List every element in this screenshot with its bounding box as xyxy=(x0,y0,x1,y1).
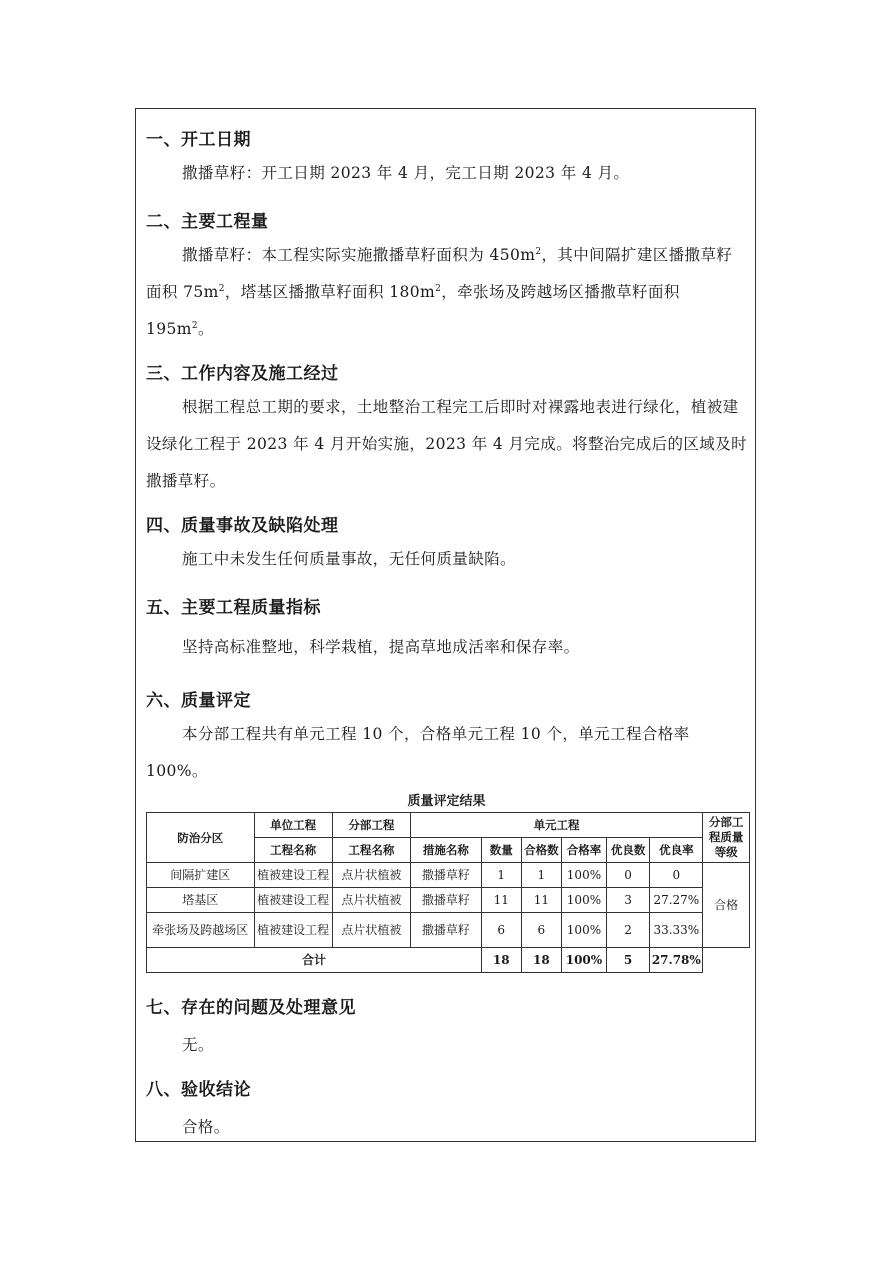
cell-pass-rate: 100% xyxy=(562,913,607,948)
cell-count: 11 xyxy=(481,888,521,913)
table-row xyxy=(147,863,750,888)
cell-unit: 植被建设工程 xyxy=(254,913,332,948)
section-heading-2: 二、主要工程量 xyxy=(146,212,269,232)
cell-sub: 点片状植被 xyxy=(332,863,410,888)
document-frame xyxy=(135,108,756,1142)
cell-sub: 点片状植被 xyxy=(332,888,410,913)
header-project-name: 工程名称 xyxy=(254,838,332,863)
section-body-2: 撒播草籽：本工程实际实施撒播草籽面积为 $450m^2$，其中间隔扩建区播撒草籽面积 $75m^2$，塔基区播撒草籽面积 $180m^2$，牵张场及跨越场区播撒草籽面积 $195m^2$。 xyxy=(146,246,733,338)
section-heading-4: 四、质量事故及缺陷处理 xyxy=(146,516,339,536)
header-element-project: 单元工程 xyxy=(410,813,702,838)
section-body-3: 根据工程总工期的要求，土地整治工程完工后即时对裸露地表进行绿化，植被建设绿化工程于 2023 年 4 月开始实施，2023 年 4 月完成。将整治完成后的区域及时撒播草籽。 xyxy=(146,398,748,490)
cell-measure: 撒播草籽 xyxy=(410,888,481,913)
cell-unit: 植被建设工程 xyxy=(254,888,332,913)
header-project-name-2: 工程名称 xyxy=(332,838,410,863)
section-body-8: 合格。 xyxy=(182,1118,230,1136)
table-caption: 质量评定结果 xyxy=(407,794,486,809)
cell-zone: 牵张场及跨越场区 xyxy=(147,913,255,948)
total-pass-rate: 100% xyxy=(562,948,607,973)
cell-count: 6 xyxy=(481,913,521,948)
section-body-1: 撒播草籽：开工日期 2023 年 4 月，完工日期 2023 年 4 月。 xyxy=(182,164,630,182)
cell-pass: 11 xyxy=(521,888,562,913)
header-pass-count: 合格数 xyxy=(521,838,562,863)
cell-unit: 植被建设工程 xyxy=(254,863,332,888)
section-heading-3: 三、工作内容及施工经过 xyxy=(146,364,339,384)
header-sub-project: 分部工程 xyxy=(332,813,410,838)
cell-grade: 合格 xyxy=(703,863,750,948)
header-zone: 防治分区 xyxy=(147,813,255,863)
cell-exc-rate: 27.27% xyxy=(650,888,703,913)
cell-pass-rate: 100% xyxy=(562,863,607,888)
table-row xyxy=(147,888,750,913)
cell-count: 1 xyxy=(481,863,521,888)
section-heading-1: 一、开工日期 xyxy=(146,130,251,150)
total-label: 合计 xyxy=(147,948,482,973)
section-heading-5: 五、主要工程质量指标 xyxy=(146,598,321,618)
section-heading-7: 七、存在的问题及处理意见 xyxy=(146,998,356,1018)
cell-exc-rate: 33.33% xyxy=(650,913,703,948)
cell-pass: 6 xyxy=(521,913,562,948)
section-body-4: 施工中未发生任何质量事故，无任何质量缺陷。 xyxy=(182,550,516,568)
cell-exc: 3 xyxy=(606,888,650,913)
cell-pass-rate: 100% xyxy=(562,888,607,913)
header-pass-rate: 合格率 xyxy=(562,838,607,863)
cell-measure: 撒播草籽 xyxy=(410,863,481,888)
section-body-6: 本分部工程共有单元工程 10 个，合格单元工程 10 个，单元工程合格率 100%。 xyxy=(146,725,690,780)
header-excellent-count: 优良数 xyxy=(606,838,650,863)
table-total-row xyxy=(147,948,750,973)
section-heading-6: 六、质量评定 xyxy=(146,691,251,711)
cell-measure: 撒播草籽 xyxy=(410,913,481,948)
header-count: 数量 xyxy=(481,838,521,863)
total-exc-rate: 27.78% xyxy=(650,948,703,973)
cell-exc: 0 xyxy=(606,863,650,888)
total-exc: 5 xyxy=(606,948,650,973)
header-measure: 措施名称 xyxy=(410,838,481,863)
section-body-5: 坚持高标准整地，科学栽植，提高草地成活率和保存率。 xyxy=(182,638,580,656)
section-heading-8: 八、验收结论 xyxy=(146,1080,251,1100)
header-unit-project: 单位工程 xyxy=(254,813,332,838)
total-count: 18 xyxy=(481,948,521,973)
section-body-7: 无。 xyxy=(182,1036,214,1054)
total-pass: 18 xyxy=(521,948,562,973)
cell-zone: 间隔扩建区 xyxy=(147,863,255,888)
cell-exc: 2 xyxy=(606,913,650,948)
quality-table xyxy=(146,812,750,973)
table-row xyxy=(147,913,750,948)
cell-pass: 1 xyxy=(521,863,562,888)
cell-exc-rate: 0 xyxy=(650,863,703,888)
cell-zone: 塔基区 xyxy=(147,888,255,913)
cell-sub: 点片状植被 xyxy=(332,913,410,948)
header-grade: 分部工程质量等级 xyxy=(703,813,750,863)
header-excellent-rate: 优良率 xyxy=(650,838,703,863)
